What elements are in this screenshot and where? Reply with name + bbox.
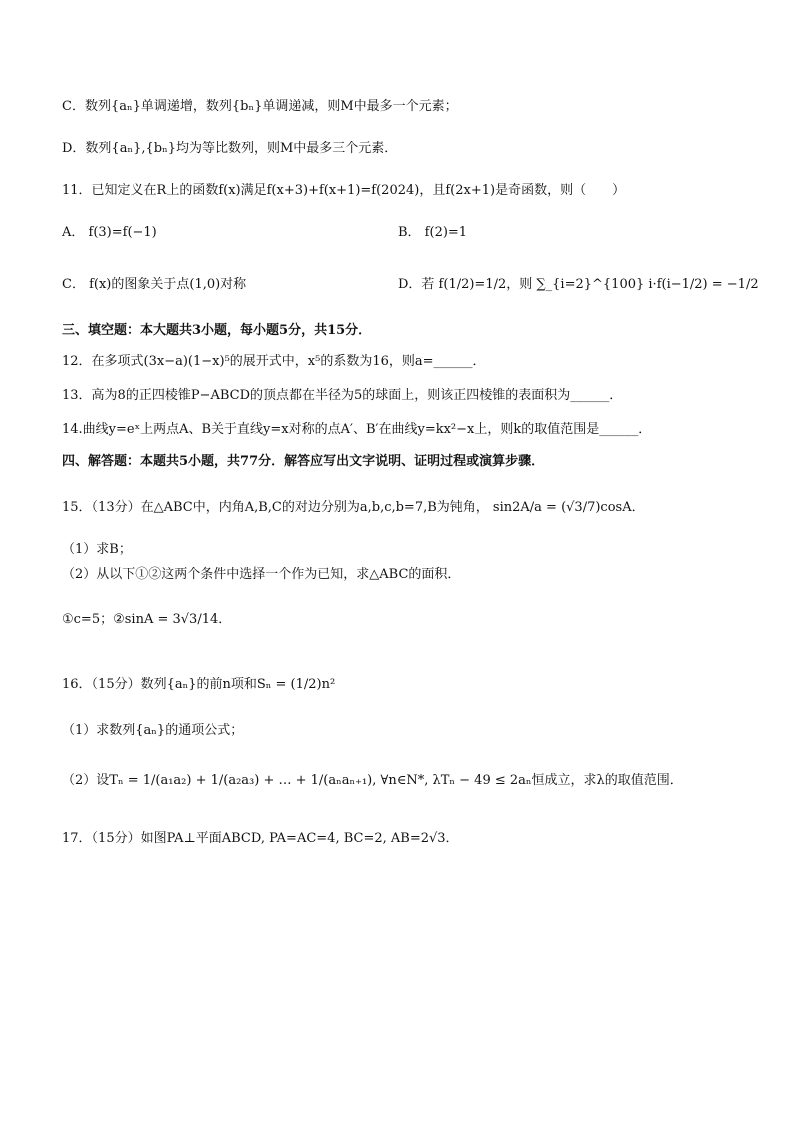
q11-option-b: B． f(2)=1: [398, 225, 468, 240]
section-4-heading: 四、解答题：本题共5小题，共77分．解答应写出文字说明、证明过程或演算步骤．: [62, 454, 545, 469]
question-16: 16．（15分）数列{aₙ}的前n项和Sₙ = (1/2)n²: [62, 677, 336, 692]
question-17: 17．（15分）如图PA⊥平面ABCD, PA=AC=4, BC=2, AB=2√3．: [62, 831, 459, 846]
question-15-part-1: （1）求B；: [62, 542, 132, 557]
option-c-line: C．数列{aₙ}单调递增，数列{bₙ}单调递减，则M中最多一个元素；: [62, 99, 458, 114]
question-16-part-1: （1）求数列{aₙ}的通项公式；: [62, 723, 244, 738]
q11-option-d: D．若 f(1/2)=1/2，则 ∑_{i=2}^{100} i·f(i−1/2) = −1/2: [398, 277, 759, 292]
question-15-conditions: ①c=5；②sinA = 3√3/14．: [62, 612, 232, 627]
q11-option-c: C． f(x)的图象关于点(1,0)对称: [62, 277, 247, 292]
question-12: 12．在多项式(3x−a)(1−x)⁵的展开式中，x⁵的系数为16，则a=______．: [62, 354, 486, 369]
q11-option-a: A． f(3)=f(−1): [62, 225, 157, 240]
section-3-heading: 三、填空题：本大题共3小题，每小题5分，共15分．: [62, 323, 372, 338]
question-14: 14.曲线y=eˣ上两点A、B关于直线y=x对称的点A′、B′在曲线y=kx²−x上，则k的取值范围是______．: [62, 422, 652, 437]
question-13: 13．高为8的正四棱锥P−ABCD的顶点都在半径为5的球面上，则该正四棱锥的表面积为______．: [62, 388, 623, 403]
question-15-part-2: （2）从以下①②这两个条件中选择一个作为已知，求△ABC的面积．: [62, 567, 461, 582]
option-d-line: D．数列{aₙ},{bₙ}均为等比数列，则M中最多三个元素．: [62, 141, 398, 156]
question-15: 15．（13分）在△ABC中，内角A,B,C的对边分别为a,b,c,b=7,B为钝角， sin2A/a = (√3/7)cosA．: [62, 500, 645, 515]
question-11: 11．已知定义在R上的函数f(x)满足f(x+3)+f(x+1)=f(2024)，且f(2x+1)是奇函数，则（ ）: [62, 183, 626, 198]
question-16-part-2: （2）设Tₙ = 1/(a₁a₂) + 1/(a₂a₃) + … + 1/(aₙaₙ₊₁), ∀n∈N*, λTₙ − 49 ≤ 2aₙ恒成立，求λ的取值范围．: [62, 773, 683, 788]
